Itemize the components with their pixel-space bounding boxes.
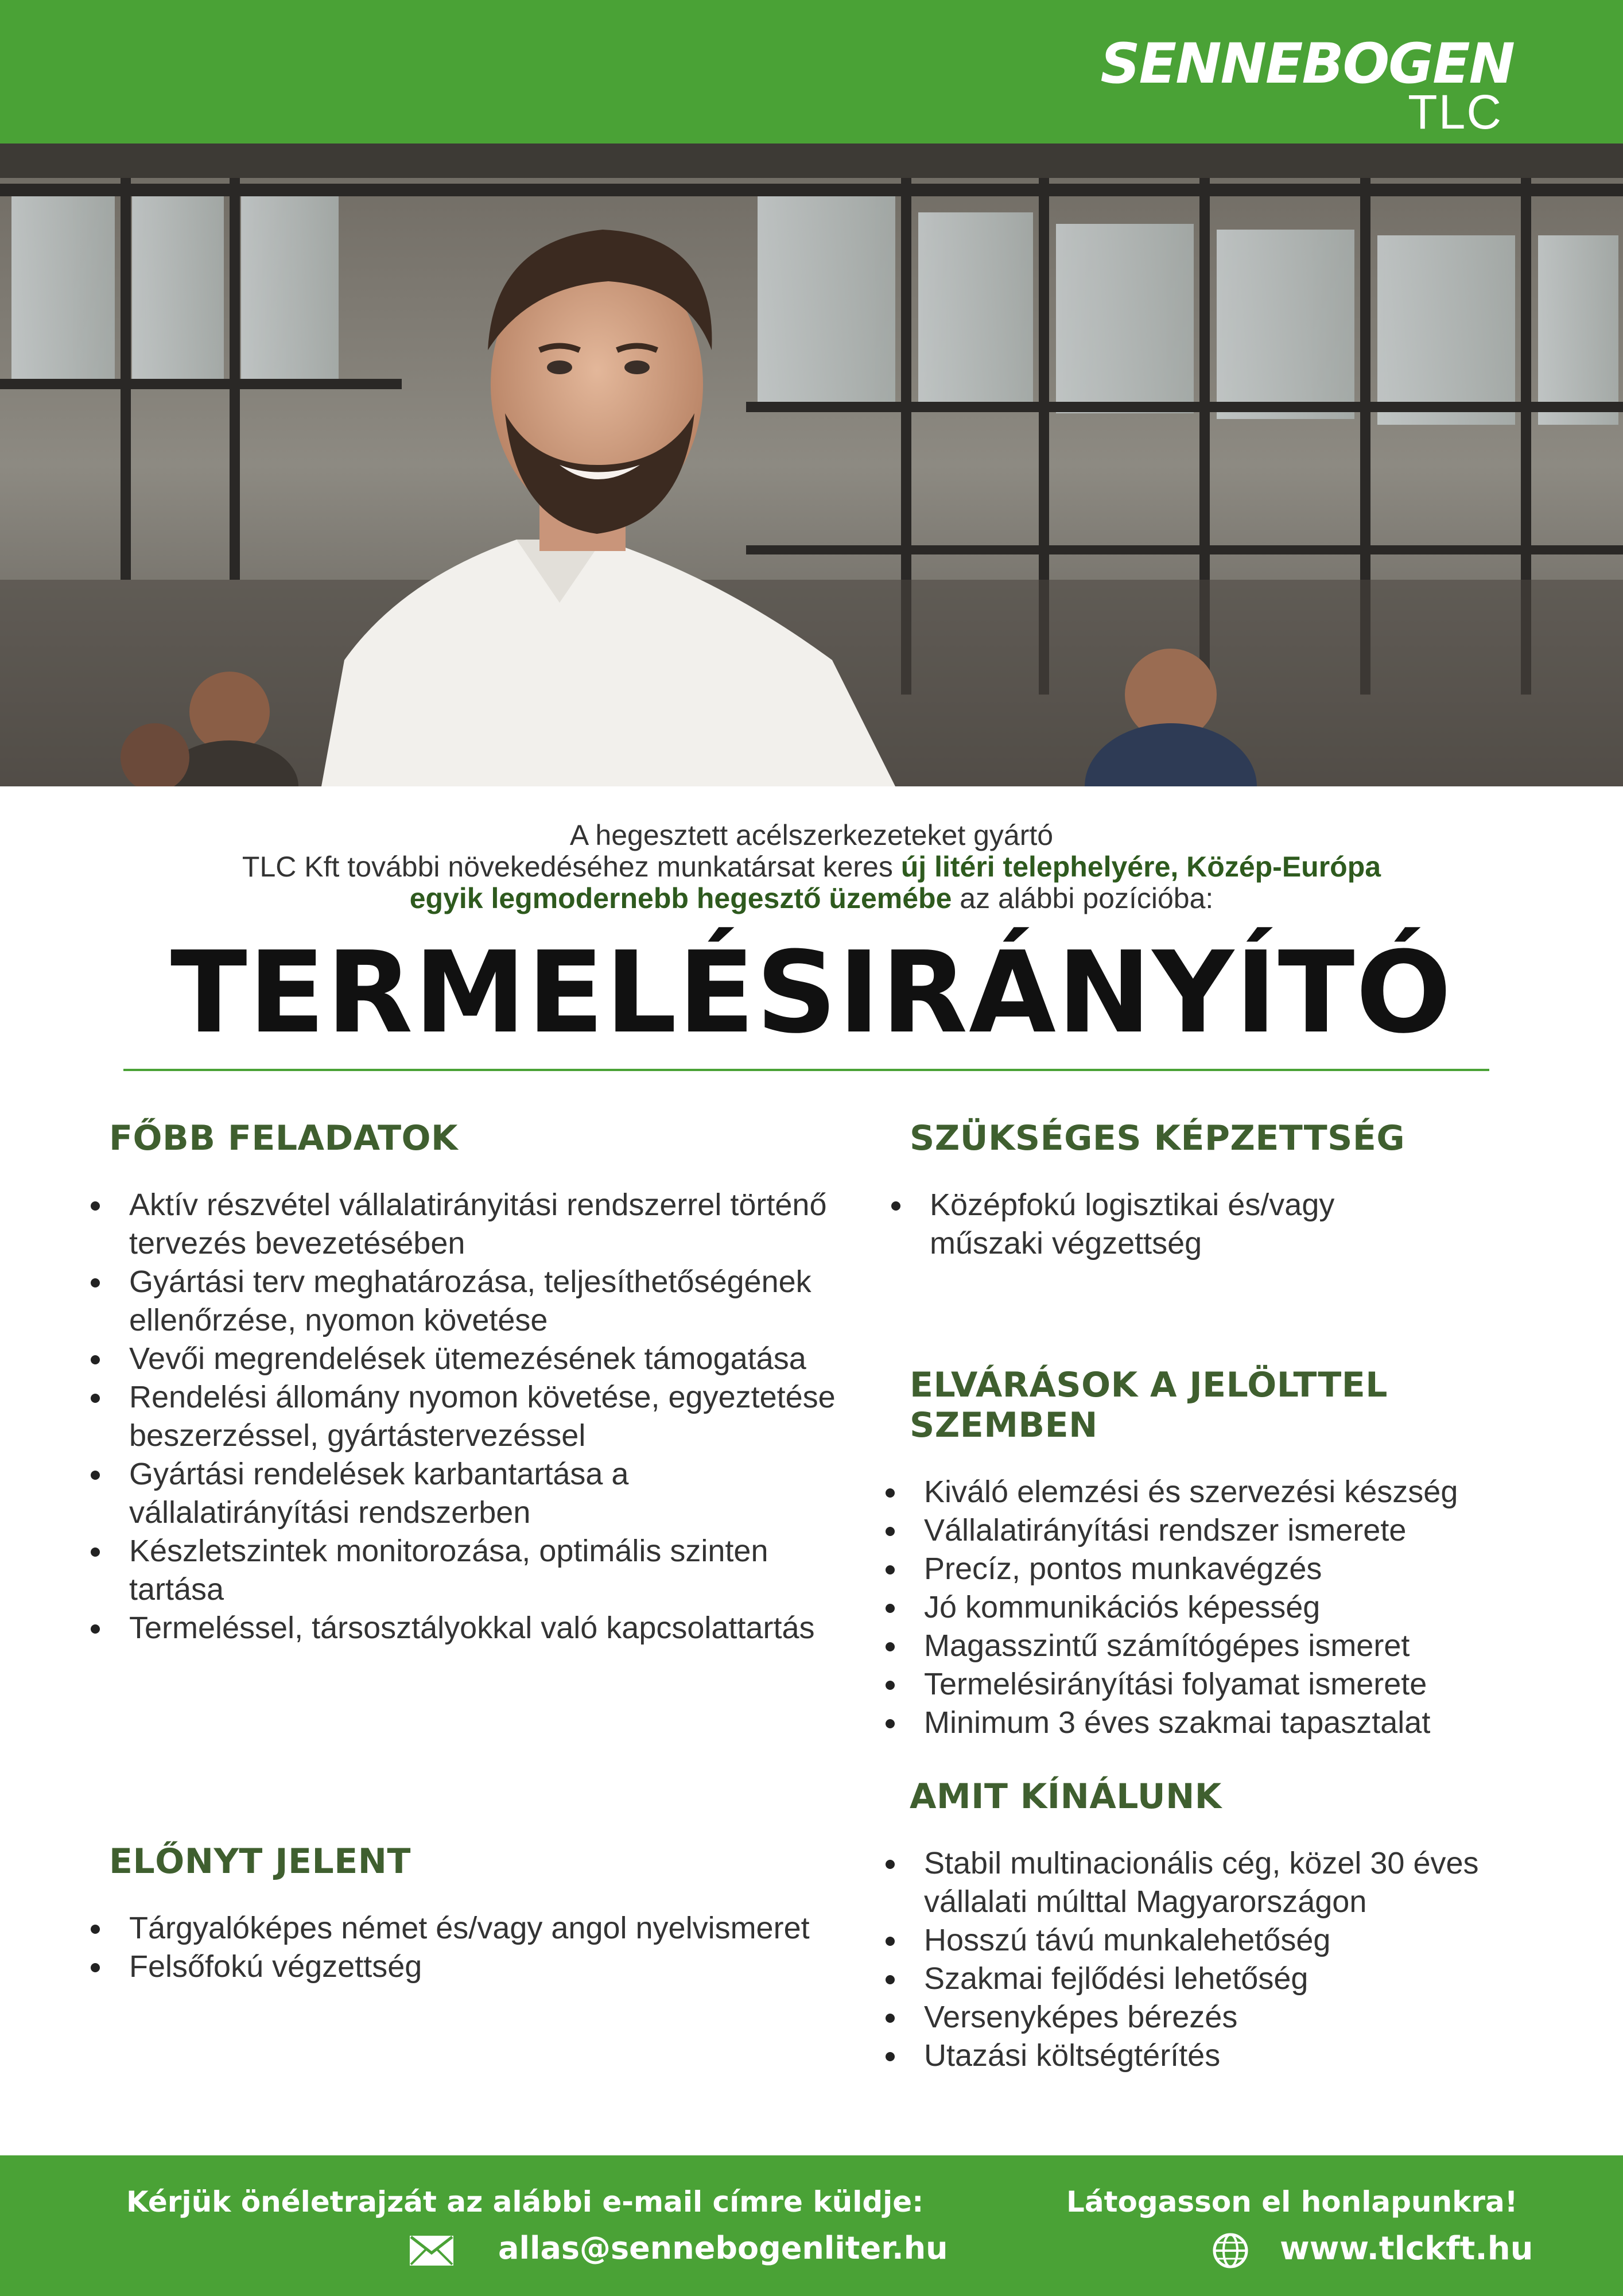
- expectations-list: [881, 1473, 1570, 1742]
- list-item: Utazási költségtérítés: [881, 2037, 1529, 2075]
- list-item: Tárgyalóképes német és/vagy angol nyelvismeret: [86, 1909, 849, 1948]
- list-item: Precíz, pontos munkavégzés: [881, 1550, 1570, 1588]
- logo-wordmark: SENNEBOGEN: [1100, 32, 1514, 96]
- list-item: Felsőfokú végzettség: [86, 1948, 849, 1986]
- list-item: Szakmai fejlődési lehetőség: [881, 1960, 1529, 1998]
- section-advantage: [86, 1841, 849, 1986]
- section-tasks: [86, 1118, 849, 1647]
- web-prompt: Látogasson el honlapunkra!: [1066, 2185, 1518, 2219]
- intro-line-3-suffix: az alábbi pozícióba:: [952, 882, 1214, 914]
- section-qualification: [887, 1118, 1564, 1263]
- header-band: [0, 0, 1623, 144]
- list-item: Termeléssel, társosztályokkal való kapcsolattartás: [86, 1609, 849, 1647]
- list-item: Termelésirányítási folyamat ismerete: [881, 1665, 1570, 1704]
- list-item: Vevői megrendelések ütemezésének támogatása: [86, 1340, 849, 1378]
- list-item: Középfokú logisztikai és/vagy műszaki végzettség: [887, 1186, 1403, 1263]
- globe-icon: [1212, 2232, 1249, 2272]
- list-item: Rendelési állomány nyomon követése, egyeztetése beszerzéssel, gyártástervezéssel: [86, 1378, 849, 1455]
- list-item: Aktív részvétel vállalatirányitási rendszerrel történő tervezés bevezetésében: [86, 1186, 849, 1263]
- sennebogen-tlc-logo[interactable]: [1100, 32, 1514, 139]
- job-title: TERMELÉSIRÁNYÍTÓ: [170, 928, 1453, 1058]
- intro-text: [115, 820, 1508, 914]
- list-item: Jó kommunikációs képesség: [881, 1588, 1570, 1627]
- intro-line-2: [115, 851, 1508, 883]
- list-item: Magasszintű számítógépes ismeret: [881, 1627, 1570, 1665]
- intro-line-3: [115, 883, 1508, 914]
- footer-band: [0, 2155, 1623, 2296]
- list-item: Stabil multinacionális cég, közel 30 éves vállalati múlttal Magyarországon: [881, 1844, 1529, 1921]
- offer-list: [881, 1844, 1529, 2075]
- section-title: ELVÁRÁSOK A JELÖLTTEL SZEMBEN: [910, 1365, 1388, 1445]
- advantage-list: [86, 1909, 849, 1986]
- list-item: Gyártási terv meghatározása, teljesíthetőségének ellenőrzése, nyomon követése: [86, 1263, 849, 1340]
- section-expectations: [881, 1365, 1570, 1742]
- section-offer: [881, 1777, 1570, 2075]
- hero-photo: [0, 144, 1623, 786]
- section-title: FŐBB FELADATOK: [109, 1118, 458, 1158]
- section-title: SZÜKSÉGES KÉPZETTSÉG: [910, 1118, 1405, 1158]
- intro-line-2-prefix: TLC Kft további növekedéséhez munkatársat keres: [242, 851, 901, 883]
- photo-icon: [0, 144, 1623, 786]
- list-item: Gyártási rendelések karbantartása a vállalatirányítási rendszerben: [86, 1455, 849, 1532]
- tasks-list: [86, 1186, 849, 1647]
- intro-line-3-highlight: egyik legmodernebb hegesztő üzemébe: [409, 882, 952, 914]
- list-item: Hosszú távú munkalehetőség: [881, 1921, 1529, 1960]
- email-link[interactable]: allas@sennebogenliter.hu: [498, 2230, 948, 2266]
- logo-subtitle: TLC: [1408, 85, 1502, 139]
- website-link[interactable]: www.tlckft.hu: [1280, 2230, 1533, 2267]
- intro-line-2-highlight: új litéri telephelyére, Közép-Európa: [900, 851, 1381, 883]
- cv-prompt: Kérjük önéletrajzát az alábbi e-mail címre küldje:: [126, 2185, 924, 2219]
- section-title: AMIT KÍNÁLUNK: [910, 1777, 1222, 1817]
- title-divider: [123, 1069, 1489, 1071]
- list-item: Vállalatirányítási rendszer ismerete: [881, 1511, 1570, 1550]
- qualification-list: [887, 1186, 1403, 1263]
- list-item: Kiváló elemzési és szervezési készség: [881, 1473, 1570, 1511]
- list-item: Készletszintek monitorozása, optimális szinten tartása: [86, 1532, 849, 1609]
- section-title: ELŐNYT JELENT: [109, 1841, 411, 1882]
- list-item: Minimum 3 éves szakmai tapasztalat: [881, 1704, 1570, 1742]
- list-item: Versenyképes bérezés: [881, 1998, 1529, 2037]
- mail-icon: [409, 2235, 455, 2270]
- intro-line-1: A hegesztett acélszerkezeteket gyártó: [569, 819, 1054, 851]
